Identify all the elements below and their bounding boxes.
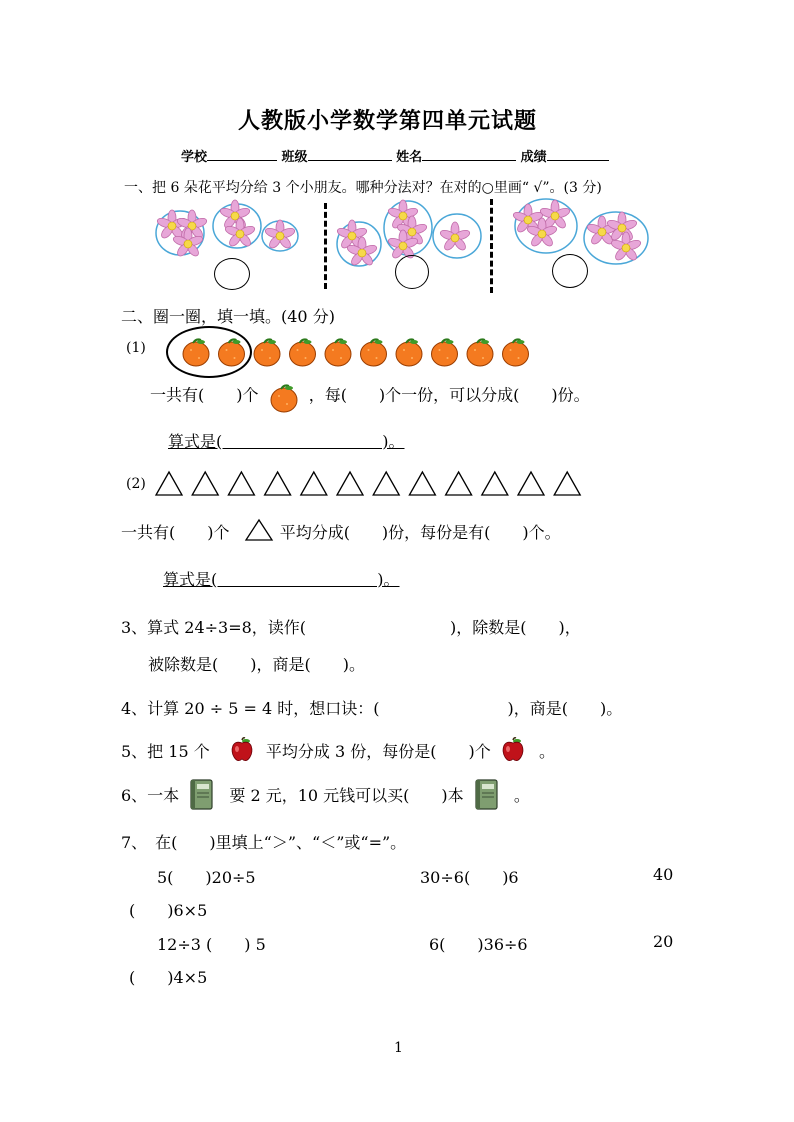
triangle-icon: [554, 472, 580, 495]
flower-icon: [219, 200, 251, 230]
q1-answer-circle-1[interactable]: [214, 258, 250, 290]
q6-part-c: 。: [513, 786, 530, 805]
q1-answer-circle-2[interactable]: [395, 255, 429, 289]
apple-icon: [229, 737, 257, 763]
q2-p1-label: (1): [126, 340, 146, 356]
q2-p1-formula[interactable]: 算式是( )。: [168, 432, 405, 451]
score-label: 成绩: [520, 150, 547, 165]
q6-part-b: 要 2 元，10 元钱可以买( )本: [229, 786, 464, 805]
class-blank[interactable]: [308, 148, 392, 161]
q5-line: [121, 737, 555, 763]
orange-icon: [290, 339, 316, 366]
triangle-icon: [409, 472, 435, 495]
orange-icon: [361, 339, 387, 366]
q1-separator-2: [490, 199, 493, 293]
apple-icon: [500, 737, 528, 763]
triangle-icon: [192, 472, 218, 495]
q5-part-a: 5、把 15 个: [121, 742, 210, 761]
name-label: 姓名: [396, 150, 423, 165]
page-title: 人教版小学数学第四单元试题: [238, 109, 538, 134]
q6-line: [121, 779, 530, 811]
orange-icon: [268, 380, 300, 412]
orange-icon: [432, 339, 458, 366]
triangle-icon: [446, 472, 472, 495]
q2-p1-line-a: 一共有( )个: [150, 385, 259, 405]
q7-r3c2[interactable]: 6( )36÷6: [429, 935, 528, 954]
student-info-line: [181, 146, 609, 165]
triangle-icon: [373, 472, 399, 495]
triangle-icon: [518, 472, 544, 495]
q2-sample-grouping-ring: [166, 326, 252, 378]
q3-line2: 被除数是( )，商是( )。: [148, 655, 365, 674]
q5-part-b: 平均分成 3 份，每份是( )个: [265, 742, 491, 761]
q2-p2-line-b: 平均分成( )份，每份是有( )个。: [279, 523, 561, 542]
orange-icon: [325, 339, 351, 366]
q1-separator-1: [324, 203, 327, 289]
class-label: 班级: [281, 150, 308, 165]
q1-text: 一、把 6 朵花平均分给 3 个小朋友。哪种分法对？在对的○里画“ √”。(3 分): [124, 180, 602, 196]
q2-p2-line-a: 一共有( )个: [121, 523, 230, 542]
triangle-icon: [228, 472, 254, 495]
notebook-icon: [188, 779, 214, 811]
q2-p2-formula[interactable]: 算式是( )。: [163, 570, 400, 589]
q7-heading: 7、 在( )里填上“＞”、“＜”或“=”。: [121, 833, 407, 852]
q7-r1c1[interactable]: 5( )20÷5: [157, 868, 256, 887]
notebook-icon: [473, 779, 499, 811]
name-blank[interactable]: [422, 148, 516, 161]
orange-icon: [467, 339, 493, 366]
triangle-icon: [245, 518, 273, 542]
q7-r1c3: 40: [653, 865, 674, 884]
q4-text: 4、计算 20 ÷ 5 = 4 时，想口诀：( )，商是( )。: [121, 699, 623, 718]
q2-p2-label: (2): [126, 476, 146, 492]
triangle-icon: [301, 472, 327, 495]
triangle-icon: [482, 472, 508, 495]
triangle-icon: [337, 472, 363, 495]
q7-r3c1[interactable]: 12÷3 ( ) 5: [157, 935, 266, 954]
q3-line1: 3、算式 24÷3=8，读作( )，除数是( )，: [121, 618, 581, 637]
q7-r4[interactable]: ( )4×5: [129, 968, 208, 987]
q7-r2[interactable]: ( )6×5: [129, 901, 208, 920]
q5-part-c: 。: [538, 742, 555, 761]
q2-p2-line: [121, 518, 561, 543]
flower-icon: [439, 222, 471, 252]
q2-heading: 二、圈一圈，填一填。(40 分): [121, 307, 335, 326]
triangle-icon: [156, 472, 182, 495]
orange-icon: [254, 339, 280, 366]
q7-r1c2[interactable]: 30÷6( )6: [420, 868, 519, 887]
q2-triangles-row: [156, 470, 596, 498]
q2-p1-line: [150, 380, 590, 412]
q2-p1-line-b: ，每( )个一份，可以分成( )份。: [308, 385, 590, 405]
q6-part-a: 6、一本: [121, 786, 180, 805]
orange-icon: [396, 339, 422, 366]
q7-r3c3: 20: [653, 932, 674, 951]
school-label: 学校: [181, 150, 208, 165]
q1-answer-circle-3[interactable]: [552, 254, 588, 288]
score-blank[interactable]: [547, 148, 609, 161]
page-number: 1: [394, 1040, 403, 1056]
orange-icon: [503, 339, 529, 366]
school-blank[interactable]: [207, 148, 277, 161]
triangle-icon: [265, 472, 291, 495]
